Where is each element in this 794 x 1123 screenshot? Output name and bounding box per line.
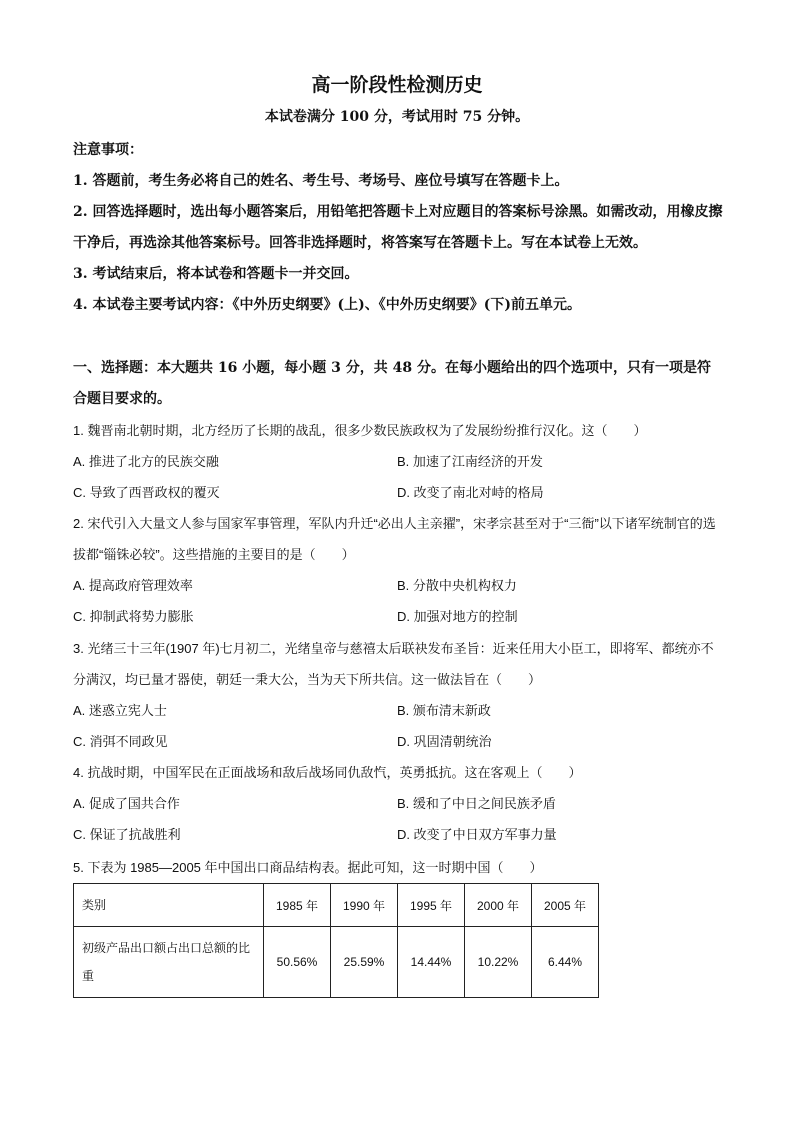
table-cell: 6.44% bbox=[532, 927, 599, 998]
option-c: C. 保证了抗战胜利 bbox=[73, 827, 181, 842]
option-c: C. 导致了西晋政权的覆灭 bbox=[73, 485, 220, 500]
table-cell: 25.59% bbox=[331, 927, 398, 998]
option-b: B. 加速了江南经济的开发 bbox=[397, 454, 543, 469]
option-a: A. 促成了国共合作 bbox=[73, 796, 180, 811]
exam-subtitle: 本试卷满分 100 分，考试用时 75 分钟。 bbox=[264, 109, 530, 125]
page-title: 高一阶段性检测历史 bbox=[311, 74, 483, 96]
table-header-cell: 2005 年 bbox=[532, 884, 599, 927]
option-grid bbox=[73, 570, 723, 632]
option-b: B. 分散中央机构权力 bbox=[397, 578, 517, 593]
option-d: D. 巩固清朝统治 bbox=[397, 734, 492, 749]
option-grid bbox=[73, 788, 723, 850]
option-a: A. 迷惑立宪人士 bbox=[73, 703, 167, 718]
option-grid bbox=[73, 446, 723, 508]
option-c: C. 消弭不同政见 bbox=[73, 734, 168, 749]
question-1 bbox=[73, 415, 723, 508]
option-c: C. 抑制武将势力膨胀 bbox=[73, 609, 194, 624]
option-d: D. 加强对地方的控制 bbox=[397, 609, 518, 624]
option-a: A. 提高政府管理效率 bbox=[73, 578, 193, 593]
notice-item: 3. 考试结束后，将本试卷和答题卡一并交回。 bbox=[73, 266, 359, 282]
notice-item: 1. 答题前，考生务必将自己的姓名、考生号、考场号、座位号填写在答题卡上。 bbox=[73, 173, 569, 189]
question-4 bbox=[73, 757, 723, 850]
notice-block bbox=[73, 135, 723, 321]
option-d: D. 改变了南北对峙的格局 bbox=[397, 485, 544, 500]
notice-item: 4. 本试卷主要考试内容：《中外历史纲要》(上)、《中外历史纲要》(下)前五单元。 bbox=[73, 297, 581, 313]
table-cell: 50.56% bbox=[264, 927, 331, 998]
option-a: A. 推进了北方的民族交融 bbox=[73, 454, 219, 469]
table-row bbox=[74, 927, 599, 998]
table-cell: 10.22% bbox=[465, 927, 532, 998]
table-header-cell: 1985 年 bbox=[264, 884, 331, 927]
question-2 bbox=[73, 508, 723, 632]
notice-item: 2. 回答选择题时，选出每小题答案后，用铅笔把答题卡上对应题目的答案标号涂黑。如需改动，用橡皮擦干净后，再选涂其他答案标号。回答非选择题时，将答案写在答题卡上。写在本试卷上无效。 bbox=[73, 204, 723, 251]
question-stem: 2. 宋代引入大量文人参与国家军事管理，军队内升迁“必出人主亲擢”，宋孝宗甚至对于“三衙”以下诸军统制官的选拔都“锱铢必较”。这些措施的主要目的是（ ） bbox=[73, 516, 716, 562]
table-header-cell: 2000 年 bbox=[465, 884, 532, 927]
option-d: D. 改变了中日双方军事力量 bbox=[397, 827, 557, 842]
table-header-row bbox=[74, 884, 599, 927]
option-b: B. 缓和了中日之间民族矛盾 bbox=[397, 796, 556, 811]
section-heading-text: 一、选择题：本大题共 16 小题，每小题 3 分，共 48 分。在每小题给出的四个选项中，只有一项是符合题目要求的。 bbox=[73, 360, 711, 407]
question-stem: 1. 魏晋南北朝时期，北方经历了长期的战乱，很多少数民族政权为了发展纷纷推行汉化。这（ ） bbox=[73, 423, 647, 438]
table-header-cell: 类别 bbox=[74, 884, 264, 927]
export-structure-table bbox=[73, 883, 599, 998]
option-b: B. 颁布清末新政 bbox=[397, 703, 491, 718]
question-5 bbox=[73, 852, 723, 883]
table-cell: 14.44% bbox=[398, 927, 465, 998]
table-header-cell: 1990 年 bbox=[331, 884, 398, 927]
question-stem: 5. 下表为 1985—2005 年中国出口商品结构表。据此可知，这一时期中国（ ） bbox=[73, 860, 543, 875]
table-cell: 初级产品出口额占出口总额的比重 bbox=[74, 927, 264, 998]
notice-heading: 注意事项： bbox=[73, 142, 143, 158]
option-grid bbox=[73, 695, 723, 757]
table-header-cell: 1995 年 bbox=[398, 884, 465, 927]
question-stem: 4. 抗战时期，中国军民在正面战场和敌后战场同仇敌忾，英勇抵抗。这在客观上（ ） bbox=[73, 765, 582, 780]
question-3 bbox=[73, 633, 723, 757]
question-stem: 3. 光绪三十三年(1907 年)七月初二，光绪皇帝与慈禧太后联袂发布圣旨：近来任用大小臣工，即将军、都统亦不分满汉，均已量才器使，朝廷一秉大公，当为天下所共信。这一做法旨在（ ） bbox=[73, 641, 714, 687]
section-heading bbox=[73, 353, 723, 415]
